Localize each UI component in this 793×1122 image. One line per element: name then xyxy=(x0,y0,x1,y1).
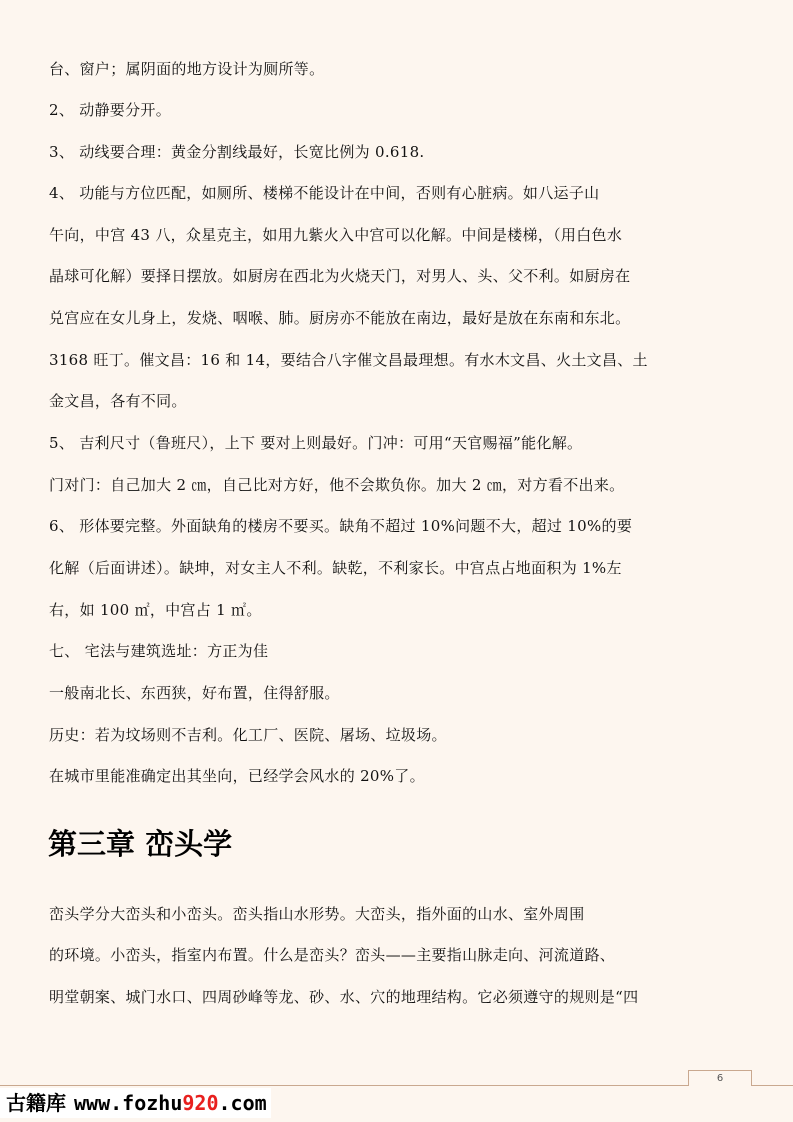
body-line: 门对门：自己加大 2 ㎝，自己比对方好，他不会欺负你。加大 2 ㎝，对方看不出来。 xyxy=(49,476,625,494)
body-line: 兑宫应在女儿身上，发烧、咽喉、肺。厨房亦不能放在南边，最好是放在东南和东北。 xyxy=(49,309,631,327)
watermark-site-name: 古籍库 xyxy=(6,1091,66,1115)
body-line: 2、 动静要分开。 xyxy=(49,101,172,119)
body-line: 化解（后面讲述）。缺坤，对女主人不利。缺乾，不利家长。中宫点占地面积为 1%左 xyxy=(49,559,622,577)
body-line: 一般南北长、东西狭，好布置，住得舒服。 xyxy=(49,684,340,702)
site-watermark xyxy=(0,1088,271,1118)
body-line: 在城市里能准确定出其坐向，已经学会风水的 20%了。 xyxy=(49,767,425,785)
watermark-url-part: .com xyxy=(218,1091,267,1115)
body-line: 台、窗户；属阴面的地方设计为厕所等。 xyxy=(49,60,325,78)
footer-divider xyxy=(0,1085,688,1086)
page-number: 6 xyxy=(688,1070,752,1086)
body-line: 右，如 100 ㎡，中宫占 1 ㎡。 xyxy=(49,601,262,619)
body-line: 晶球可化解）要择日摆放。如厨房在西北为火烧天门，对男人、头、父不利。如厨房在 xyxy=(49,267,631,285)
body-line: 6、 形体要完整。外面缺角的楼房不要买。缺角不超过 10%问题不大，超过 10%的要 xyxy=(49,517,633,535)
body-line: 明堂朝案、城门水口、四周砂峰等龙、砂、水、穴的地理结构。它必须遵守的规则是“四 xyxy=(49,988,639,1006)
watermark-url-part: www.fozhu xyxy=(74,1091,183,1115)
body-line: 历史：若为坟场则不吉利。化工厂、医院、屠场、垃圾场。 xyxy=(49,726,447,744)
body-line: 4、 功能与方位匹配，如厕所、楼梯不能设计在中间，否则有心脏病。如八运子山 xyxy=(49,184,600,202)
body-line: 的环境。小峦头，指室内布置。什么是峦头？峦头——主要指山脉走向、河流道路、 xyxy=(49,946,616,964)
body-line: 3、 动线要合理：黄金分割线最好，长宽比例为 0.618. xyxy=(49,143,425,161)
watermark-url-number: 920 xyxy=(182,1091,219,1115)
body-line: 5、 吉利尺寸（鲁班尺），上下 要对上则最好。门冲：可用“天官赐福”能化解。 xyxy=(49,434,583,452)
body-line: 七、 宅法与建筑选址：方正为佳 xyxy=(49,642,269,660)
chapter-heading: 第三章 峦头学 xyxy=(48,827,233,861)
body-line: 3168 旺丁。催文昌：16 和 14，要结合八字催文昌最理想。有水木文昌、火土文昌、土 xyxy=(49,351,648,369)
footer-divider xyxy=(751,1085,793,1086)
body-line: 峦头学分大峦头和小峦头。峦头指山水形势。大峦头，指外面的山水、室外周围 xyxy=(49,905,585,923)
body-line: 金文昌，各有不同。 xyxy=(49,392,187,410)
body-line: 午向，中宫 43 八，众星克主，如用九紫火入中宫可以化解。中间是楼梯，（用白色水 xyxy=(49,226,623,244)
